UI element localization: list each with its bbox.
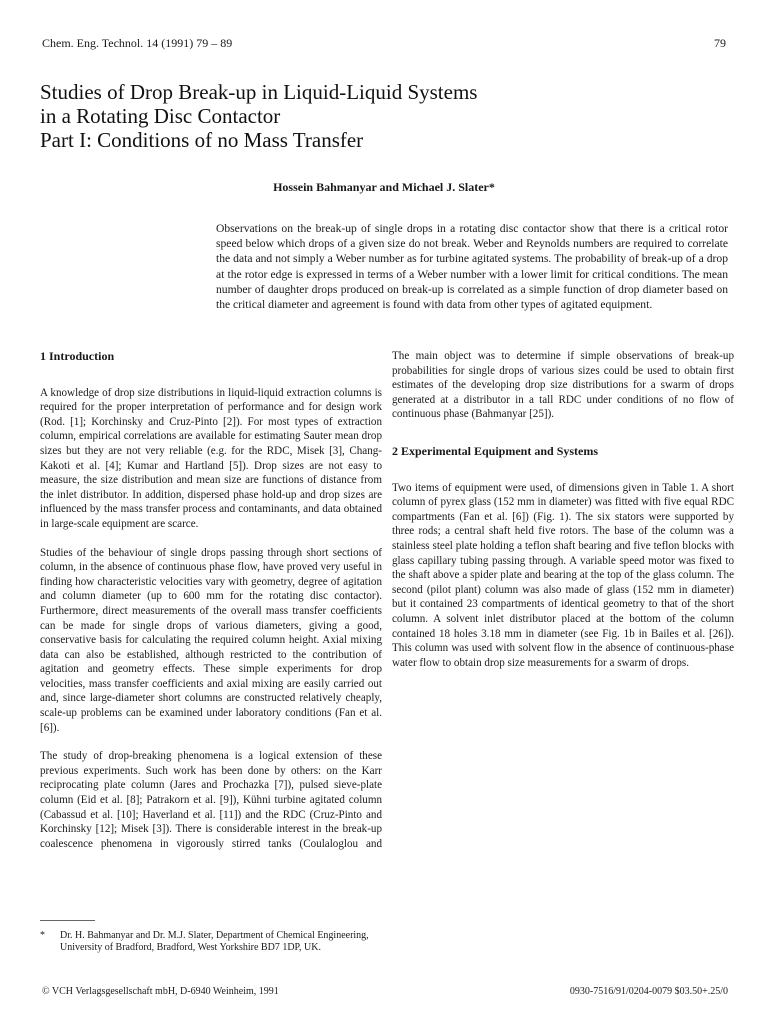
footnote-divider [40,920,95,921]
intro-paragraph-2: Studies of the behaviour of single drops passing through short sections of column, in the absence of continuous phase flow, have proved very useful in finding how characteristic velocities vary with geometry, degree of agitation and column diameter (up to 600 mm for the rotating disc contactor). Furthermore, direct measurements of the overall mass transfer coefficients can be made for single drops of various diameters, giving a good, conservative basis for calculating the required column height. Axial mixing data can also be established, although restricted to the contribution of agitation and geometry effects. These simple experiments for drop velocities, mass transfer coefficients and axial mixing are easily carried out and, since large-diameter short columns are constructed relatively cheaply, scale-up problems can be examined under laboratory conditions (Fan et al. [6]). [40,546,382,734]
publisher-copyright: © VCH Verlagsgesellschaft mbH, D-6940 Weinheim, 1991 [42,986,279,997]
left-column [40,349,382,865]
author-affiliation-footnote [40,930,382,955]
section-heading-introduction: 1 Introduction [40,349,115,363]
footnote-text: Dr. H. Bahmanyar and Dr. M.J. Slater, Department of Chemical Engineering, University of Bradford, Bradford, West Yorkshire BD7 1DP, UK. [60,930,369,954]
title-line-3: Part I: Conditions of no Mass Transfer [40,128,364,152]
journal-citation: Chem. Eng. Technol. 14 (1991) 79 – 89 [42,36,233,50]
author-list: Hossein Bahmanyar and Michael J. Slater* [273,180,495,194]
footnote-marker: * [40,930,45,941]
title-line-1: Studies of Drop Break-up in Liquid-Liquid Systems [40,80,478,104]
abstract: Observations on the break-up of single drops in a rotating disc contactor show that there is a critical rotor speed below which drops of a given size do not break. Weber and Reynolds numbers are required to correlate the data and not simply a Weber number as for turbine agitated systems. The probability of break-up of a drop at the rotor edge is expressed in terms of a Weber number with a lower limit for critical conditions. The mean number of daughter drops produced on break-up is correlated as a simple function of drop diameter based on the critical diameter and agreement is found with data from other types of agitated equipment. [216,222,728,312]
intro-paragraph-4: The main object was to determine if simple observations of break-up probabilities for single drops of various sizes could be used to obtain first estimates of the developing drop size distributions for a swarm of drops generated at a distributor in a tall RDC under conditions of no flow of continuous phase (Bahmanyar [25]). [392,350,734,421]
intro-paragraph-1: A knowledge of drop size distributions in liquid-liquid extraction columns is required for the proper interpretation of performance and for design work (Rod. [1]; Korchinsky and Cruz-Pinto [2]). For most types of extraction column, empirical correlations are available for estimating Sauter mean drop sizes but they are not very reliable (e.g. for the RDC, Misek [3], Chang-Kakoti et al. [4]; Kumar and Hartland [5]). Drop sizes are not easy to measure, the size distribution and mean size are functions of distance from the inlet distributor. In addition, dispersed phase hold-up and drop sizes are influenced by the mass transfer process and contaminants, and data obtained in large-scale equipment are scarce. [40,386,382,530]
intro-paragraph-3: The study of drop-breaking phenomena is a logical extension of these previous experiments. Such work has been done by others: on the Karr reciprocating plate column (Jares and Prochazka [7]), pulsed sieve-plate column (Eid et al. [8]; Patrakorn et al. [9]), Kühni turbine agitated column (Cabassud et al. [10]; Haverland et al. [11]) and the RDC (Cruz-Pinto and Korchinsky [12]; Misek [3]). There is considerable interest in the break-up coalescence phenomena in vigorously stirred tanks (Coulaloglou and [40,750,382,850]
article-code: 0930-7516/91/0204-0079 $03.50+.25/0 [569,986,728,997]
section-heading-experimental: 2 Experimental Equipment and Systems [392,443,599,458]
right-column [392,349,734,684]
page-number: 79 [714,36,726,50]
experimental-paragraph-1: Two items of equipment were used, of dimensions given in Table 1. A short column of pyrex glass (152 mm in diameter) was fitted with five equal RDC compartments (Fan et al. [6]) (Fig. 1). The six stators were supported by three rods; a central shaft held five rotors. The base of the column was a stainless steel plate holding a teflon shaft bearing and five teflon blocks with glass capillary tubing passing through. A variable speed motor was fixed to the shaft above a spider plate and bearing at the top of the glass column. The second (pilot plant) column was also made of glass (152 mm in diameter) but it contained 23 compartments of identical geometry to that of the short column. A solvent inlet distributor placed at the bottom of the column contained 18 holes 3.18 mm in diameter (see Fig. 1b in Bailes et al. [26]). This column was used with solvent flow in the absence of continuous-phase water flow to obtain drop size measurements for a swarm of drops. [392,481,734,669]
title-line-2: in a Rotating Disc Contactor [40,104,281,128]
